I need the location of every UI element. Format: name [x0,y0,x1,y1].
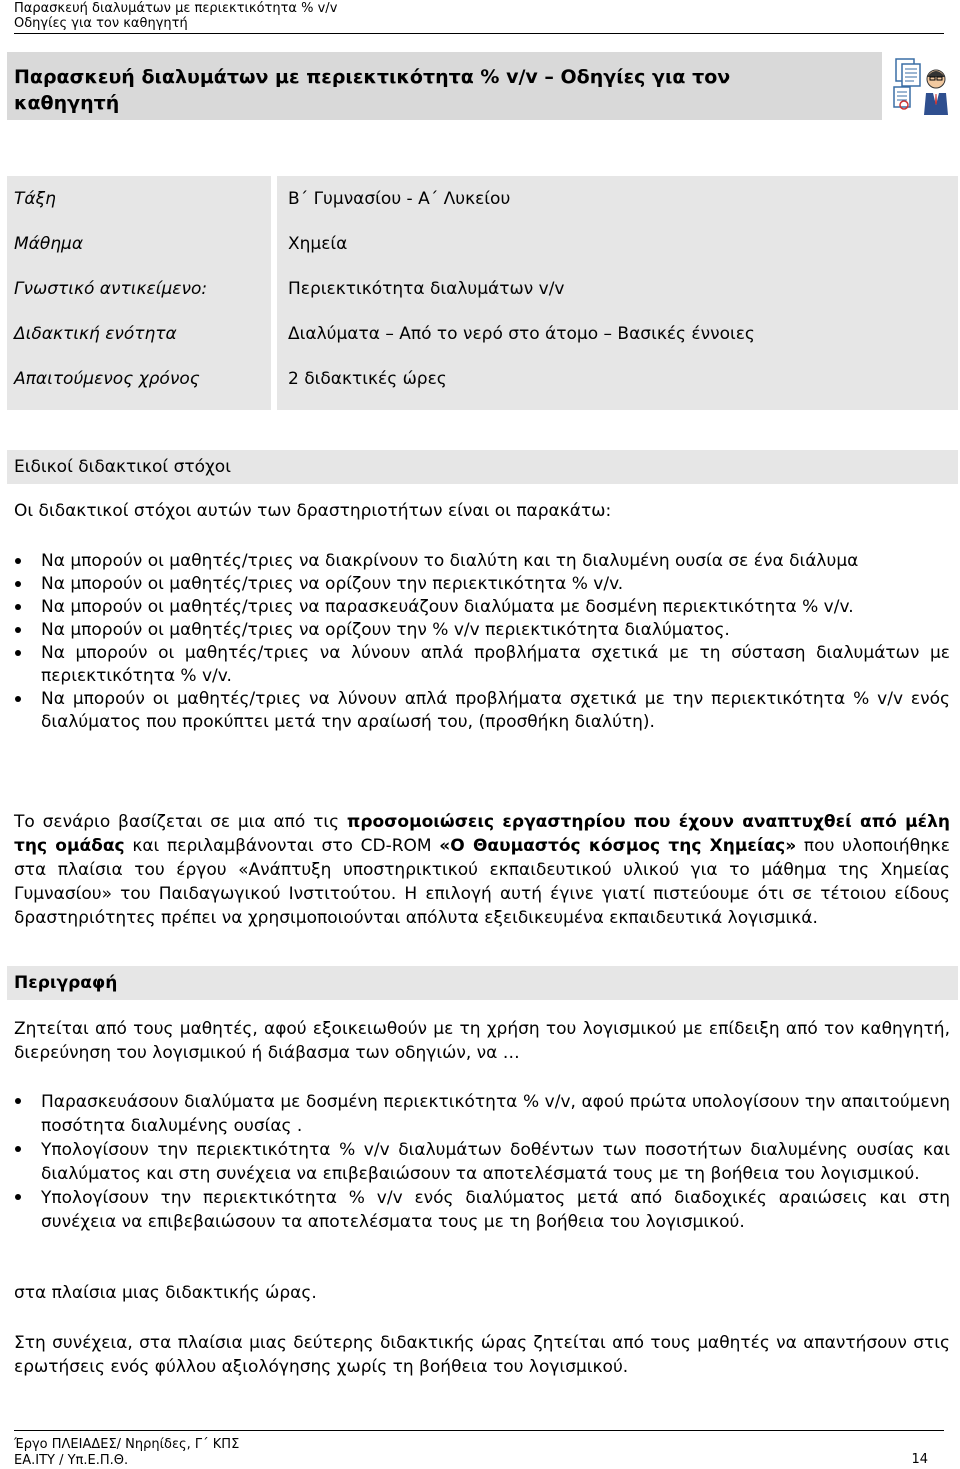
list-item: Να μπορούν οι μαθητές/τριες να διακρίνουν το διαλύτη και τη διαλυμένη ουσία σε ένα διάλυμα [14,550,950,573]
list-item: Υπολογίσουν την περιεκτικότητα % v/v ενός διαλύματος μετά από διαδοχικές αραιώσεις και στη συνέχεια να επιβεβαιώσουν τα αποτελέσματα τους με τη βοήθεια του λογισμικού. [14,1186,950,1234]
scenario-text-2: και περιλαμβάνονται στο CD-ROM [124,836,440,856]
list-item: Υπολογίσουν την περιεκτικότητα % v/v διαλυμάτων δοθέντων των ποσοτήτων διαλυμένης ουσίας και διαλύματος και στη συνέχεια να επιβεβαιώσουν τα αποτελέσματά τους με τη βοήθεια του λογισμικού. [14,1138,950,1186]
info-label-time: Απαιτούμενος χρόνος [14,369,200,389]
info-label-class: Τάξη [14,189,56,209]
page-number: 14 [911,1452,928,1467]
info-label-subject: Μάθημα [14,234,84,254]
list-item: Να μπορούν οι μαθητές/τριες να παρασκευάζουν διαλύματα με δοσμένη περιεκτικότητα % v/v. [14,596,950,619]
header-line-2: Οδηγίες για τον καθηγητή [14,16,188,31]
info-value-unit: Διαλύματα – Από το νερό στο άτομο – Βασικές έννοιες [288,324,755,344]
list-item: Να μπορούν οι μαθητές/τριες να ορίζουν την % v/v περιεκτικότητα διαλύματος. [14,619,950,642]
scenario-bold-1: προσομοιώσεις εργαστηρίου που έχουν αναπτυχθεί από μέλη της ομάδας [14,812,950,856]
list-item: Να μπορούν οι μαθητές/τριες να ορίζουν την περιεκτικότητα % v/v. [14,573,950,596]
info-value-topic: Περιεκτικότητα διαλυμάτων v/v [288,279,565,299]
page-title: Παρασκευή διαλυμάτων με περιεκτικότητα % v/v – Οδηγίες για τον καθηγητή [14,66,731,114]
description-closing-2: Στη συνέχεια, στα πλαίσια μιας δεύτερης διδακτικής ώρας ζητείται από τους μαθητές να απαντήσουν στις ερωτήσεις ενός φύλλου αξιολόγησης χωρίς τη βοήθεια του λογισμικού. [14,1333,950,1377]
scenario-paragraph [14,810,950,930]
goals-list [14,550,950,734]
scenario-bold-2: «Ο Θαυμαστός κόσμος της Χημείας» [439,836,797,856]
info-label-unit: Διδακτική ενότητα [14,324,177,344]
info-values [277,176,958,410]
info-labels [7,176,271,410]
footer-line-2: ΕΑ.ΙΤΥ / Υπ.Ε.Π.Θ. [14,1453,129,1468]
info-value-class: Β΄ Γυμνασίου - Α΄ Λυκείου [288,189,511,209]
running-header [14,1,944,34]
footer-line-1: Έργο ΠΛΕΙΑΔΕΣ/ Νηρηίδες, Γ΄ ΚΠΣ [14,1437,240,1452]
description-closing-1: στα πλαίσια μιας διδακτικής ώρας. [14,1283,317,1303]
description-intro: Ζητείται από τους μαθητές, αφού εξοικειωθούν με τη χρήση του λογισμικού με επίδειξη από τον καθηγητή, διερεύνηση του λογισμικού ή διάβασμα των οδηγιών, να … [14,1019,950,1063]
info-value-time: 2 διδακτικές ώρες [288,369,447,389]
list-item: Να μπορούν οι μαθητές/τριες να λύνουν απλά προβλήματα σχετικά με τη σύσταση διαλυμάτων με περιεκτικότητα % v/v. [14,642,950,688]
title-box [7,52,882,120]
info-value-subject: Χημεία [288,234,348,254]
list-item: Παρασκευάσουν διαλύματα με δοσμένη περιεκτικότητα % v/v, αφού πρώτα υπολογίσουν την απαιτούμενη ποσότητα διαλυμένης ουσίας . [14,1090,950,1138]
description-heading: Περιγραφή [7,966,958,1000]
goals-heading: Ειδικοί διδακτικοί στόχοι [7,450,958,484]
page-footer [14,1430,944,1469]
description-list [14,1090,950,1234]
scenario-text-1: Το σενάριο βασίζεται σε μια από τις [14,812,347,832]
goals-intro: Οι διδακτικοί στόχοι αυτών των δραστηριοτήτων είναι οι παρακάτω: [14,501,612,521]
header-line-1: Παρασκευή διαλυμάτων με περιεκτικότητα % v/v [14,1,338,16]
scenario-text-3: που υλοποιήθηκε στα πλαίσια του έργου «Ανάπτυξη υποστηρικτικού εκπαιδευτικού υλικού για το μάθημα της Χημείας Γυμνασίου» του Παιδαγωγικού Ινστιτούτου. Η επιλογή αυτή έγινε γιατί πιστεύουμε ότι σε τέτοιου είδους δραστηριότητες πρέπει να χρησιμοποιούνται απόλυτα εξειδικευμένα εκπαιδευτικά λογισμικά. [14,836,950,928]
info-table [7,176,958,396]
info-label-topic: Γνωστικό αντικείμενο: [14,279,208,299]
teacher-with-documents-icon [890,55,954,119]
list-item: Να μπορούν οι μαθητές/τριες να λύνουν απλά προβλήματα σχετικά με την περιεκτικότητα % v/v ενός διαλύματος που προκύπτει μετά την αραίωσή του, (προσθήκη διαλύτη). [14,688,950,734]
